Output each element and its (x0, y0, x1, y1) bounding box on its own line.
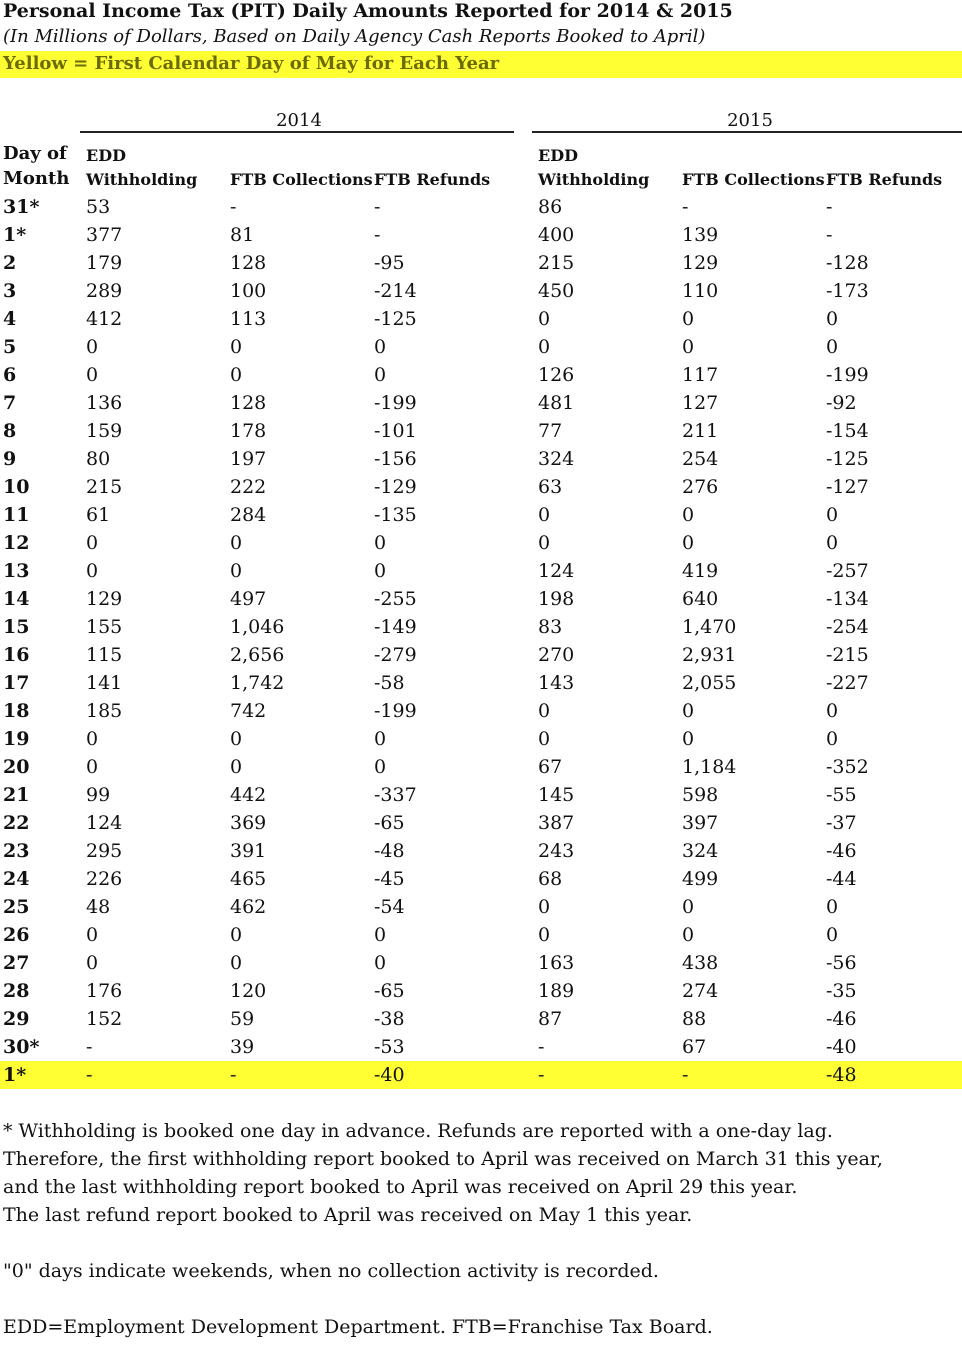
value-cell: 0 (538, 336, 551, 358)
value-cell: 2,931 (682, 644, 737, 666)
day-cell: 27 (3, 952, 30, 974)
value-cell: 497 (230, 588, 267, 610)
value-cell: 0 (230, 336, 243, 358)
value-cell: 397 (682, 812, 719, 834)
value-cell: 197 (230, 448, 267, 470)
value-cell: 117 (682, 364, 719, 386)
value-cell: 254 (682, 448, 719, 470)
value-cell: -134 (826, 588, 869, 610)
value-cell: 1,184 (682, 756, 737, 778)
value-cell: 185 (86, 700, 123, 722)
header-month: Month (3, 168, 70, 189)
day-cell: 1* (3, 224, 27, 246)
value-cell: -199 (826, 364, 869, 386)
value-cell: -129 (374, 476, 417, 498)
value-cell: -44 (826, 868, 857, 890)
footnote-line: and the last withholding report booked to April was received on April 29 this year. (3, 1176, 798, 1198)
value-cell: -54 (374, 896, 405, 918)
day-cell: 16 (3, 644, 30, 666)
value-cell: - (826, 196, 833, 218)
value-cell: -45 (374, 868, 405, 890)
value-cell: -257 (826, 560, 869, 582)
value-cell: - (538, 1064, 545, 1086)
day-cell: 25 (3, 896, 30, 918)
value-cell: 598 (682, 784, 719, 806)
value-cell: 0 (86, 924, 99, 946)
value-cell: -101 (374, 420, 417, 442)
value-cell: -254 (826, 616, 869, 638)
value-cell: 0 (538, 532, 551, 554)
table-row (0, 473, 962, 501)
value-cell: -199 (374, 700, 417, 722)
table-row (0, 977, 962, 1005)
table-row (0, 865, 962, 893)
value-cell: 226 (86, 868, 123, 890)
value-cell: 1,470 (682, 616, 737, 638)
value-cell: -58 (374, 672, 405, 694)
value-cell: 0 (538, 728, 551, 750)
day-cell: 29 (3, 1008, 30, 1030)
value-cell: 369 (230, 812, 267, 834)
header-ftb-collections-2014: FTB Collections (230, 170, 373, 189)
table-row (0, 585, 962, 613)
day-cell: 9 (3, 448, 17, 470)
value-cell: 0 (374, 952, 387, 974)
value-cell: 124 (538, 560, 575, 582)
value-cell: 39 (230, 1036, 255, 1058)
value-cell: 198 (538, 588, 575, 610)
value-cell: -40 (374, 1064, 405, 1086)
value-cell: 2,656 (230, 644, 285, 666)
value-cell: -215 (826, 644, 869, 666)
header-edd-2015: EDD (538, 146, 578, 165)
value-cell: 0 (86, 756, 99, 778)
value-cell: -255 (374, 588, 417, 610)
value-cell: 0 (230, 924, 243, 946)
value-cell: -135 (374, 504, 417, 526)
table-row (0, 501, 962, 529)
value-cell: 0 (682, 924, 695, 946)
day-cell: 28 (3, 980, 30, 1002)
table-row (0, 949, 962, 977)
day-cell: 31* (3, 196, 40, 218)
value-cell: 465 (230, 868, 267, 890)
day-cell: 11 (3, 504, 30, 526)
day-cell: 24 (3, 868, 30, 890)
value-cell: 87 (538, 1008, 563, 1030)
value-cell: -95 (374, 252, 405, 274)
value-cell: 0 (86, 952, 99, 974)
value-cell: -227 (826, 672, 869, 694)
value-cell: 129 (682, 252, 719, 274)
value-cell: -55 (826, 784, 857, 806)
table-row (0, 725, 962, 753)
value-cell: 276 (682, 476, 719, 498)
table-row (0, 305, 962, 333)
value-cell: 0 (374, 756, 387, 778)
value-cell: 0 (538, 700, 551, 722)
value-cell: 438 (682, 952, 719, 974)
day-cell: 12 (3, 532, 30, 554)
value-cell: 124 (86, 812, 123, 834)
value-cell: 0 (374, 924, 387, 946)
value-cell: 295 (86, 840, 123, 862)
table-row (0, 193, 962, 221)
table-row (0, 277, 962, 305)
value-cell: -127 (826, 476, 869, 498)
value-cell: 0 (86, 364, 99, 386)
value-cell: 0 (374, 364, 387, 386)
value-cell: -154 (826, 420, 869, 442)
value-cell: 284 (230, 504, 267, 526)
value-cell: 0 (86, 728, 99, 750)
value-cell: 0 (826, 924, 839, 946)
value-cell: 0 (826, 728, 839, 750)
value-cell: -56 (826, 952, 857, 974)
day-cell: 3 (3, 280, 17, 302)
footnote-line: The last refund report booked to April was received on May 1 this year. (3, 1204, 693, 1226)
day-cell: 20 (3, 756, 30, 778)
value-cell: 387 (538, 812, 575, 834)
value-cell: 63 (538, 476, 563, 498)
day-cell: 2 (3, 252, 17, 274)
value-cell: - (374, 196, 381, 218)
table-row (0, 529, 962, 557)
value-cell: -279 (374, 644, 417, 666)
value-cell: -53 (374, 1036, 405, 1058)
value-cell: 274 (682, 980, 719, 1002)
table-row (0, 249, 962, 277)
value-cell: 0 (826, 504, 839, 526)
value-cell: 0 (682, 504, 695, 526)
value-cell: 377 (86, 224, 123, 246)
value-cell: 450 (538, 280, 575, 302)
value-cell: 178 (230, 420, 267, 442)
value-cell: - (682, 196, 689, 218)
day-cell: 26 (3, 924, 30, 946)
value-cell: 179 (86, 252, 123, 274)
value-cell: -48 (826, 1064, 857, 1086)
value-cell: 128 (230, 392, 267, 414)
value-cell: -337 (374, 784, 417, 806)
value-cell: 159 (86, 420, 123, 442)
value-cell: - (682, 1064, 689, 1086)
table-row (0, 697, 962, 725)
value-cell: 136 (86, 392, 123, 414)
value-cell: 128 (230, 252, 267, 274)
value-cell: 53 (86, 196, 111, 218)
highlight-note: Yellow = First Calendar Day of May for Each Year (3, 53, 500, 74)
value-cell: 0 (230, 728, 243, 750)
table-row (0, 921, 962, 949)
value-cell: 0 (230, 756, 243, 778)
day-cell: 10 (3, 476, 30, 498)
value-cell: 0 (538, 896, 551, 918)
value-cell: 0 (374, 336, 387, 358)
value-cell: 0 (682, 308, 695, 330)
page-subtitle: (In Millions of Dollars, Based on Daily Agency Cash Reports Booked to April) (3, 26, 706, 47)
value-cell: - (374, 224, 381, 246)
day-cell: 23 (3, 840, 30, 862)
value-cell: 640 (682, 588, 719, 610)
value-cell: 211 (682, 420, 719, 442)
value-cell: 99 (86, 784, 111, 806)
value-cell: 68 (538, 868, 563, 890)
value-cell: - (230, 1064, 237, 1086)
value-cell: -128 (826, 252, 869, 274)
value-cell: 67 (538, 756, 563, 778)
table-row (0, 1061, 962, 1089)
day-cell: 19 (3, 728, 30, 750)
value-cell: 0 (538, 504, 551, 526)
table-row (0, 613, 962, 641)
footnote-line: * Withholding is booked one day in advance. Refunds are reported with a one-day lag. (3, 1120, 833, 1142)
day-cell: 4 (3, 308, 17, 330)
value-cell: 481 (538, 392, 575, 414)
table-row (0, 641, 962, 669)
header-edd-2014: EDD (86, 146, 126, 165)
value-cell: 143 (538, 672, 575, 694)
value-cell: 129 (86, 588, 123, 610)
value-cell: 0 (374, 728, 387, 750)
value-cell: 0 (374, 560, 387, 582)
day-cell: 8 (3, 420, 17, 442)
day-cell: 6 (3, 364, 17, 386)
footnote-line: Therefore, the first withholding report booked to April was received on March 31 this year, (3, 1148, 883, 1170)
value-cell: -92 (826, 392, 857, 414)
value-cell: -35 (826, 980, 857, 1002)
table-row (0, 389, 962, 417)
value-cell: 2,055 (682, 672, 737, 694)
table-row (0, 333, 962, 361)
value-cell: 115 (86, 644, 123, 666)
value-cell: 0 (230, 532, 243, 554)
value-cell: - (826, 224, 833, 246)
header-day-of: Day of (3, 143, 67, 164)
value-cell: 0 (826, 532, 839, 554)
value-cell: 0 (826, 336, 839, 358)
value-cell: 215 (538, 252, 575, 274)
table-row (0, 809, 962, 837)
day-cell: 13 (3, 560, 30, 582)
value-cell: -125 (374, 308, 417, 330)
value-cell: 391 (230, 840, 267, 862)
value-cell: 152 (86, 1008, 123, 1030)
year-header-2015: 2015 (727, 110, 773, 131)
value-cell: 86 (538, 196, 563, 218)
value-cell: 742 (230, 700, 267, 722)
value-cell: -173 (826, 280, 869, 302)
header-ftb-refunds-2015: FTB Refunds (826, 170, 943, 189)
value-cell: 141 (86, 672, 123, 694)
value-cell: 289 (86, 280, 123, 302)
value-cell: 462 (230, 896, 267, 918)
day-cell: 5 (3, 336, 17, 358)
day-cell: 17 (3, 672, 30, 694)
value-cell: 324 (538, 448, 575, 470)
value-cell: 176 (86, 980, 123, 1002)
value-cell: 0 (682, 336, 695, 358)
value-cell: 499 (682, 868, 719, 890)
year-header-2014: 2014 (276, 110, 322, 131)
table-row (0, 753, 962, 781)
table-row (0, 837, 962, 865)
day-cell: 18 (3, 700, 30, 722)
value-cell: 77 (538, 420, 563, 442)
value-cell: 0 (538, 924, 551, 946)
value-cell: 59 (230, 1008, 255, 1030)
value-cell: 1,046 (230, 616, 285, 638)
value-cell: 126 (538, 364, 575, 386)
value-cell: -37 (826, 812, 857, 834)
value-cell: 222 (230, 476, 267, 498)
value-cell: -65 (374, 812, 405, 834)
value-cell: 113 (230, 308, 267, 330)
value-cell: -149 (374, 616, 417, 638)
value-cell: 127 (682, 392, 719, 414)
value-cell: 155 (86, 616, 123, 638)
year-underline-2014 (80, 131, 514, 133)
value-cell: - (230, 196, 237, 218)
value-cell: 88 (682, 1008, 707, 1030)
table-row (0, 781, 962, 809)
table-row (0, 221, 962, 249)
value-cell: 0 (86, 560, 99, 582)
header-ftb-collections-2015: FTB Collections (682, 170, 825, 189)
value-cell: 163 (538, 952, 575, 974)
day-cell: 30* (3, 1036, 40, 1058)
value-cell: 0 (230, 952, 243, 974)
table-row (0, 557, 962, 585)
day-cell: 1* (3, 1064, 27, 1086)
day-cell: 22 (3, 812, 30, 834)
value-cell: -156 (374, 448, 417, 470)
value-cell: 0 (86, 336, 99, 358)
value-cell: - (86, 1064, 93, 1086)
value-cell: 48 (86, 896, 111, 918)
value-cell: 61 (86, 504, 111, 526)
value-cell: 110 (682, 280, 719, 302)
abbreviation-note: EDD=Employment Development Department. FTB=Franchise Tax Board. (3, 1316, 713, 1338)
value-cell: -40 (826, 1036, 857, 1058)
value-cell: 139 (682, 224, 719, 246)
header-withholding-2014: Withholding (86, 170, 198, 189)
value-cell: 0 (86, 532, 99, 554)
value-cell: 0 (682, 532, 695, 554)
value-cell: 1,742 (230, 672, 285, 694)
value-cell: 67 (682, 1036, 707, 1058)
value-cell: 324 (682, 840, 719, 862)
value-cell: -46 (826, 840, 857, 862)
value-cell: 0 (230, 364, 243, 386)
value-cell: -38 (374, 1008, 405, 1030)
value-cell: 0 (682, 700, 695, 722)
value-cell: 270 (538, 644, 575, 666)
value-cell: 412 (86, 308, 123, 330)
value-cell: 0 (538, 308, 551, 330)
value-cell: -199 (374, 392, 417, 414)
value-cell: 0 (230, 560, 243, 582)
value-cell: - (86, 1036, 93, 1058)
value-cell: 100 (230, 280, 267, 302)
day-cell: 21 (3, 784, 30, 806)
value-cell: 0 (826, 700, 839, 722)
value-cell: 0 (682, 728, 695, 750)
value-cell: -48 (374, 840, 405, 862)
table-row (0, 1033, 962, 1061)
year-underline-2015 (532, 131, 962, 133)
table-row (0, 445, 962, 473)
day-cell: 7 (3, 392, 17, 414)
value-cell: -46 (826, 1008, 857, 1030)
value-cell: 243 (538, 840, 575, 862)
table-row (0, 893, 962, 921)
value-cell: 0 (826, 896, 839, 918)
value-cell: -125 (826, 448, 869, 470)
header-ftb-refunds-2014: FTB Refunds (374, 170, 491, 189)
table-row (0, 361, 962, 389)
day-cell: 15 (3, 616, 30, 638)
value-cell: 189 (538, 980, 575, 1002)
header-withholding-2015: Withholding (538, 170, 650, 189)
value-cell: 0 (374, 532, 387, 554)
value-cell: 400 (538, 224, 575, 246)
value-cell: 0 (826, 308, 839, 330)
table-row (0, 669, 962, 697)
value-cell: 145 (538, 784, 575, 806)
value-cell: - (538, 1036, 545, 1058)
value-cell: -352 (826, 756, 869, 778)
value-cell: 0 (682, 896, 695, 918)
page-title: Personal Income Tax (PIT) Daily Amounts Reported for 2014 & 2015 (3, 0, 733, 22)
value-cell: 419 (682, 560, 719, 582)
value-cell: 215 (86, 476, 123, 498)
value-cell: 120 (230, 980, 267, 1002)
value-cell: 442 (230, 784, 267, 806)
table-row (0, 1005, 962, 1033)
day-cell: 14 (3, 588, 30, 610)
table-row (0, 417, 962, 445)
value-cell: 83 (538, 616, 563, 638)
value-cell: -214 (374, 280, 417, 302)
value-cell: -65 (374, 980, 405, 1002)
value-cell: 80 (86, 448, 111, 470)
value-cell: 81 (230, 224, 255, 246)
weekend-note: "0" days indicate weekends, when no collection activity is recorded. (3, 1260, 659, 1282)
